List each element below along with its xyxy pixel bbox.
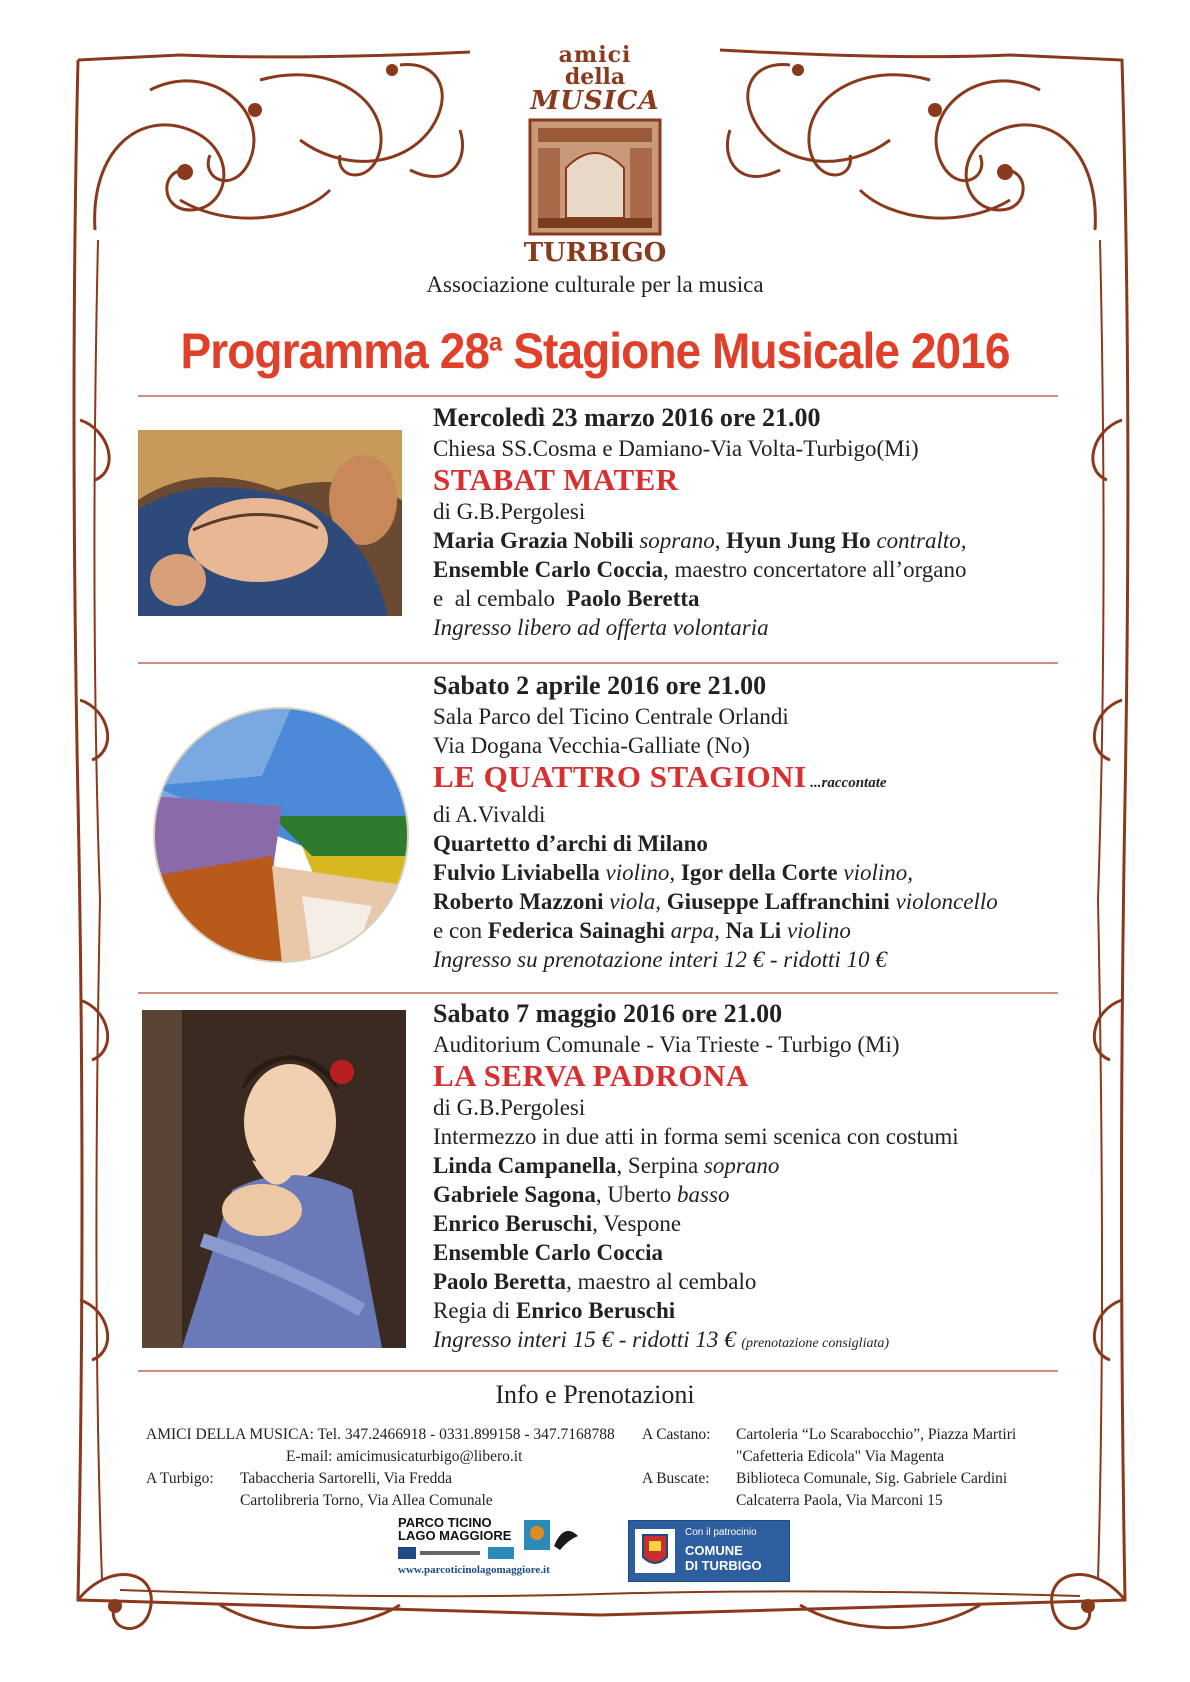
event-3-date: Sabato 7 maggio 2016 ore 21.00 bbox=[433, 999, 783, 1028]
event-3-venue: Auditorium Comunale - Via Trieste - Turbigo (Mi) bbox=[433, 1032, 900, 1057]
divider bbox=[138, 1370, 1058, 1372]
info-buscate-1: Biblioteca Comunale, Sig. Gabriele Cardini bbox=[736, 1470, 1008, 1487]
parco-line-1: PARCO TICINO bbox=[398, 1515, 492, 1530]
event-1-cembalo bbox=[433, 584, 1113, 613]
comune-line-1: COMUNE bbox=[685, 1543, 743, 1558]
performer-name: Linda Campanella bbox=[433, 1153, 617, 1178]
event-3-note bbox=[433, 1325, 1113, 1358]
performer-name: Gabriele Sagona bbox=[433, 1182, 596, 1207]
performer-role: soprano bbox=[639, 528, 715, 553]
title-superscript: a bbox=[489, 326, 502, 357]
event-3-work: LA SERVA PADRONA bbox=[433, 1058, 749, 1093]
kingfisher-icon bbox=[520, 1516, 580, 1556]
info-turbigo-label: A Turbigo: bbox=[146, 1470, 214, 1487]
event-3-performer-3 bbox=[433, 1209, 1113, 1238]
work-suffix: ...raccontate bbox=[806, 775, 887, 791]
serva-padrona-portrait bbox=[142, 1010, 406, 1348]
event-1-performers: Maria Grazia Nobili soprano, Hyun Jung Ho contralto, bbox=[433, 528, 967, 553]
parco-line-2: LAGO MAGGIORE bbox=[398, 1528, 512, 1543]
page-title bbox=[140, 322, 1051, 380]
event-1-ensemble bbox=[433, 555, 1113, 584]
performer-part: , Uberto bbox=[595, 1182, 678, 1207]
contacts-phone: Tel. 347.2466918 - 0331.899158 - 347.7168788 bbox=[313, 1426, 615, 1443]
performer-name: Federica Sainaghi bbox=[487, 918, 665, 943]
parco-url[interactable]: www.parcoticinolagomaggiore.it bbox=[398, 1564, 550, 1576]
event-1-date: Mercoledì 23 marzo 2016 ore 21.00 bbox=[433, 403, 821, 432]
event-2-performers-2 bbox=[433, 887, 1113, 916]
comune-line-2: DI TURBIGO bbox=[685, 1558, 762, 1573]
event-3-regia bbox=[433, 1296, 1113, 1325]
regia-prefix: Regia di bbox=[433, 1298, 517, 1323]
work-title: LE QUATTRO STAGIONI bbox=[433, 759, 807, 794]
event-3-performer-2 bbox=[433, 1180, 1113, 1209]
event-3 bbox=[433, 998, 1113, 1358]
performer-name: Na Li bbox=[725, 918, 782, 943]
performer-name: Igor della Corte bbox=[680, 860, 838, 885]
ensemble-name: Quartetto d’archi di Milano bbox=[433, 831, 708, 856]
event-2-performers-3 bbox=[433, 916, 1113, 945]
info-buscate-label: A Buscate: bbox=[642, 1470, 710, 1487]
performer-role: violino, bbox=[843, 860, 914, 885]
cembalo-role: , maestro al cembalo bbox=[566, 1269, 757, 1294]
info-email[interactable]: E-mail: amicimusicaturbigo@libero.it bbox=[286, 1448, 523, 1465]
event-3-description: Intermezzo in due atti in forma semi scenica con costumi bbox=[433, 1124, 959, 1149]
director-name: Enrico Beruschi bbox=[516, 1298, 676, 1323]
event-2-note: Ingresso su prenotazione interi 12 € - ridotti 10 € bbox=[433, 947, 887, 972]
unesco-icon bbox=[398, 1546, 518, 1560]
divider bbox=[138, 662, 1058, 664]
event-1-work: STABAT MATER bbox=[433, 462, 679, 497]
association-subtitle: Associazione culturale per la musica bbox=[426, 272, 764, 297]
event-1-venue: Chiesa SS.Cosma e Damiano-Via Volta-Turbigo(Mi) bbox=[433, 436, 919, 461]
ensemble-role: , maestro concertatore all’organo bbox=[662, 557, 967, 582]
event-2-composer: di A.Vivaldi bbox=[433, 802, 546, 827]
performer-role: contralto, bbox=[876, 528, 967, 553]
coat-of-arms-icon bbox=[635, 1529, 675, 1573]
event-3-composer: di G.B.Pergolesi bbox=[433, 1095, 586, 1120]
contacts-label: AMICI DELLA MUSICA: bbox=[146, 1426, 314, 1443]
event-3-cembalo bbox=[433, 1267, 1113, 1296]
event-1-note: Ingresso libero ad offerta volontaria bbox=[433, 615, 769, 640]
event-2-venue-2: Via Dogana Vecchia-Galliate (No) bbox=[433, 733, 750, 758]
performer-part: , Serpina bbox=[616, 1153, 704, 1178]
performer-role: violino bbox=[786, 918, 851, 943]
performer-name: Paolo Beretta bbox=[566, 586, 700, 611]
info-castano-2: "Cafetteria Edicola" Via Magenta bbox=[736, 1448, 945, 1465]
event-2-work bbox=[433, 760, 1113, 800]
performer-role: violoncello bbox=[895, 889, 998, 914]
title-rest: Stagione Musicale 2016 bbox=[501, 323, 1010, 379]
ensemble-name: Ensemble Carlo Coccia bbox=[433, 1240, 663, 1265]
performer-name: Enrico Beruschi bbox=[433, 1211, 593, 1236]
info-castano-label: A Castano: bbox=[642, 1426, 711, 1443]
divider bbox=[138, 395, 1058, 397]
four-seasons-image bbox=[152, 706, 410, 964]
performer-role: soprano bbox=[703, 1153, 780, 1178]
comune-turbigo-badge bbox=[628, 1520, 790, 1582]
info-title: Info e Prenotazioni bbox=[495, 1380, 695, 1409]
info-contacts bbox=[146, 1424, 615, 1446]
event-3-performer-1 bbox=[433, 1151, 1113, 1180]
info-turbigo-2: Cartolibreria Torno, Via Allea Comunale bbox=[240, 1492, 493, 1509]
ensemble-name: Ensemble Carlo Coccia bbox=[433, 557, 663, 582]
info-turbigo-1: Tabaccheria Sartorelli, Via Fredda bbox=[240, 1470, 453, 1487]
with-prefix: e con bbox=[433, 918, 488, 943]
divider bbox=[138, 992, 1058, 994]
event-1 bbox=[433, 402, 1113, 642]
performer-role: violino, bbox=[605, 860, 676, 885]
performer-role: viola, bbox=[609, 889, 662, 914]
cembalo-prefix: e al cembalo bbox=[433, 586, 567, 611]
logo bbox=[520, 44, 670, 114]
logo-city: TURBIGO bbox=[523, 238, 667, 268]
performer-name: Hyun Jung Ho bbox=[726, 528, 871, 553]
event-2-performers-1 bbox=[433, 858, 1113, 887]
logo-line-1: amici bbox=[558, 42, 632, 68]
parco-ticino-logo[interactable] bbox=[396, 1516, 586, 1580]
info-castano-1: Cartoleria “Lo Scarabocchio”, Piazza Martiri bbox=[736, 1426, 1017, 1443]
event-3-ensemble bbox=[433, 1238, 1113, 1267]
event-1-composer: di G.B.Pergolesi bbox=[433, 499, 586, 524]
price-note: Ingresso interi 15 € - ridotti 13 € bbox=[433, 1327, 736, 1352]
performer-role: arpa, bbox=[670, 918, 720, 943]
logo-line-3: MUSICA bbox=[530, 86, 660, 116]
event-2 bbox=[433, 670, 1113, 974]
stabat-mater-painting bbox=[138, 430, 402, 616]
event-2-date: Sabato 2 aprile 2016 ore 21.00 bbox=[433, 671, 767, 700]
event-2-venue-1: Sala Parco del Ticino Centrale Orlandi bbox=[433, 704, 789, 729]
booking-hint: (prenotazione consigliata) bbox=[741, 1336, 890, 1351]
performer-part: , Vespone bbox=[592, 1211, 682, 1236]
logo-line-2: della bbox=[564, 64, 626, 90]
performer-name: Maria Grazia Nobili bbox=[433, 528, 634, 553]
performer-name: Giuseppe Laffranchini bbox=[666, 889, 890, 914]
theatre-logo-image bbox=[528, 118, 662, 236]
info-buscate-2: Calcaterra Paola, Via Marconi 15 bbox=[736, 1492, 943, 1509]
performer-name: Fulvio Liviabella bbox=[433, 860, 600, 885]
performer-name: Paolo Beretta bbox=[433, 1269, 567, 1294]
event-2-ensemble bbox=[433, 829, 1113, 858]
comune-patrocinio: Con il patrocinio bbox=[685, 1527, 757, 1538]
performer-name: Roberto Mazzoni bbox=[433, 889, 604, 914]
title-main: Programma 28 bbox=[180, 323, 490, 379]
performer-role: basso bbox=[677, 1182, 730, 1207]
